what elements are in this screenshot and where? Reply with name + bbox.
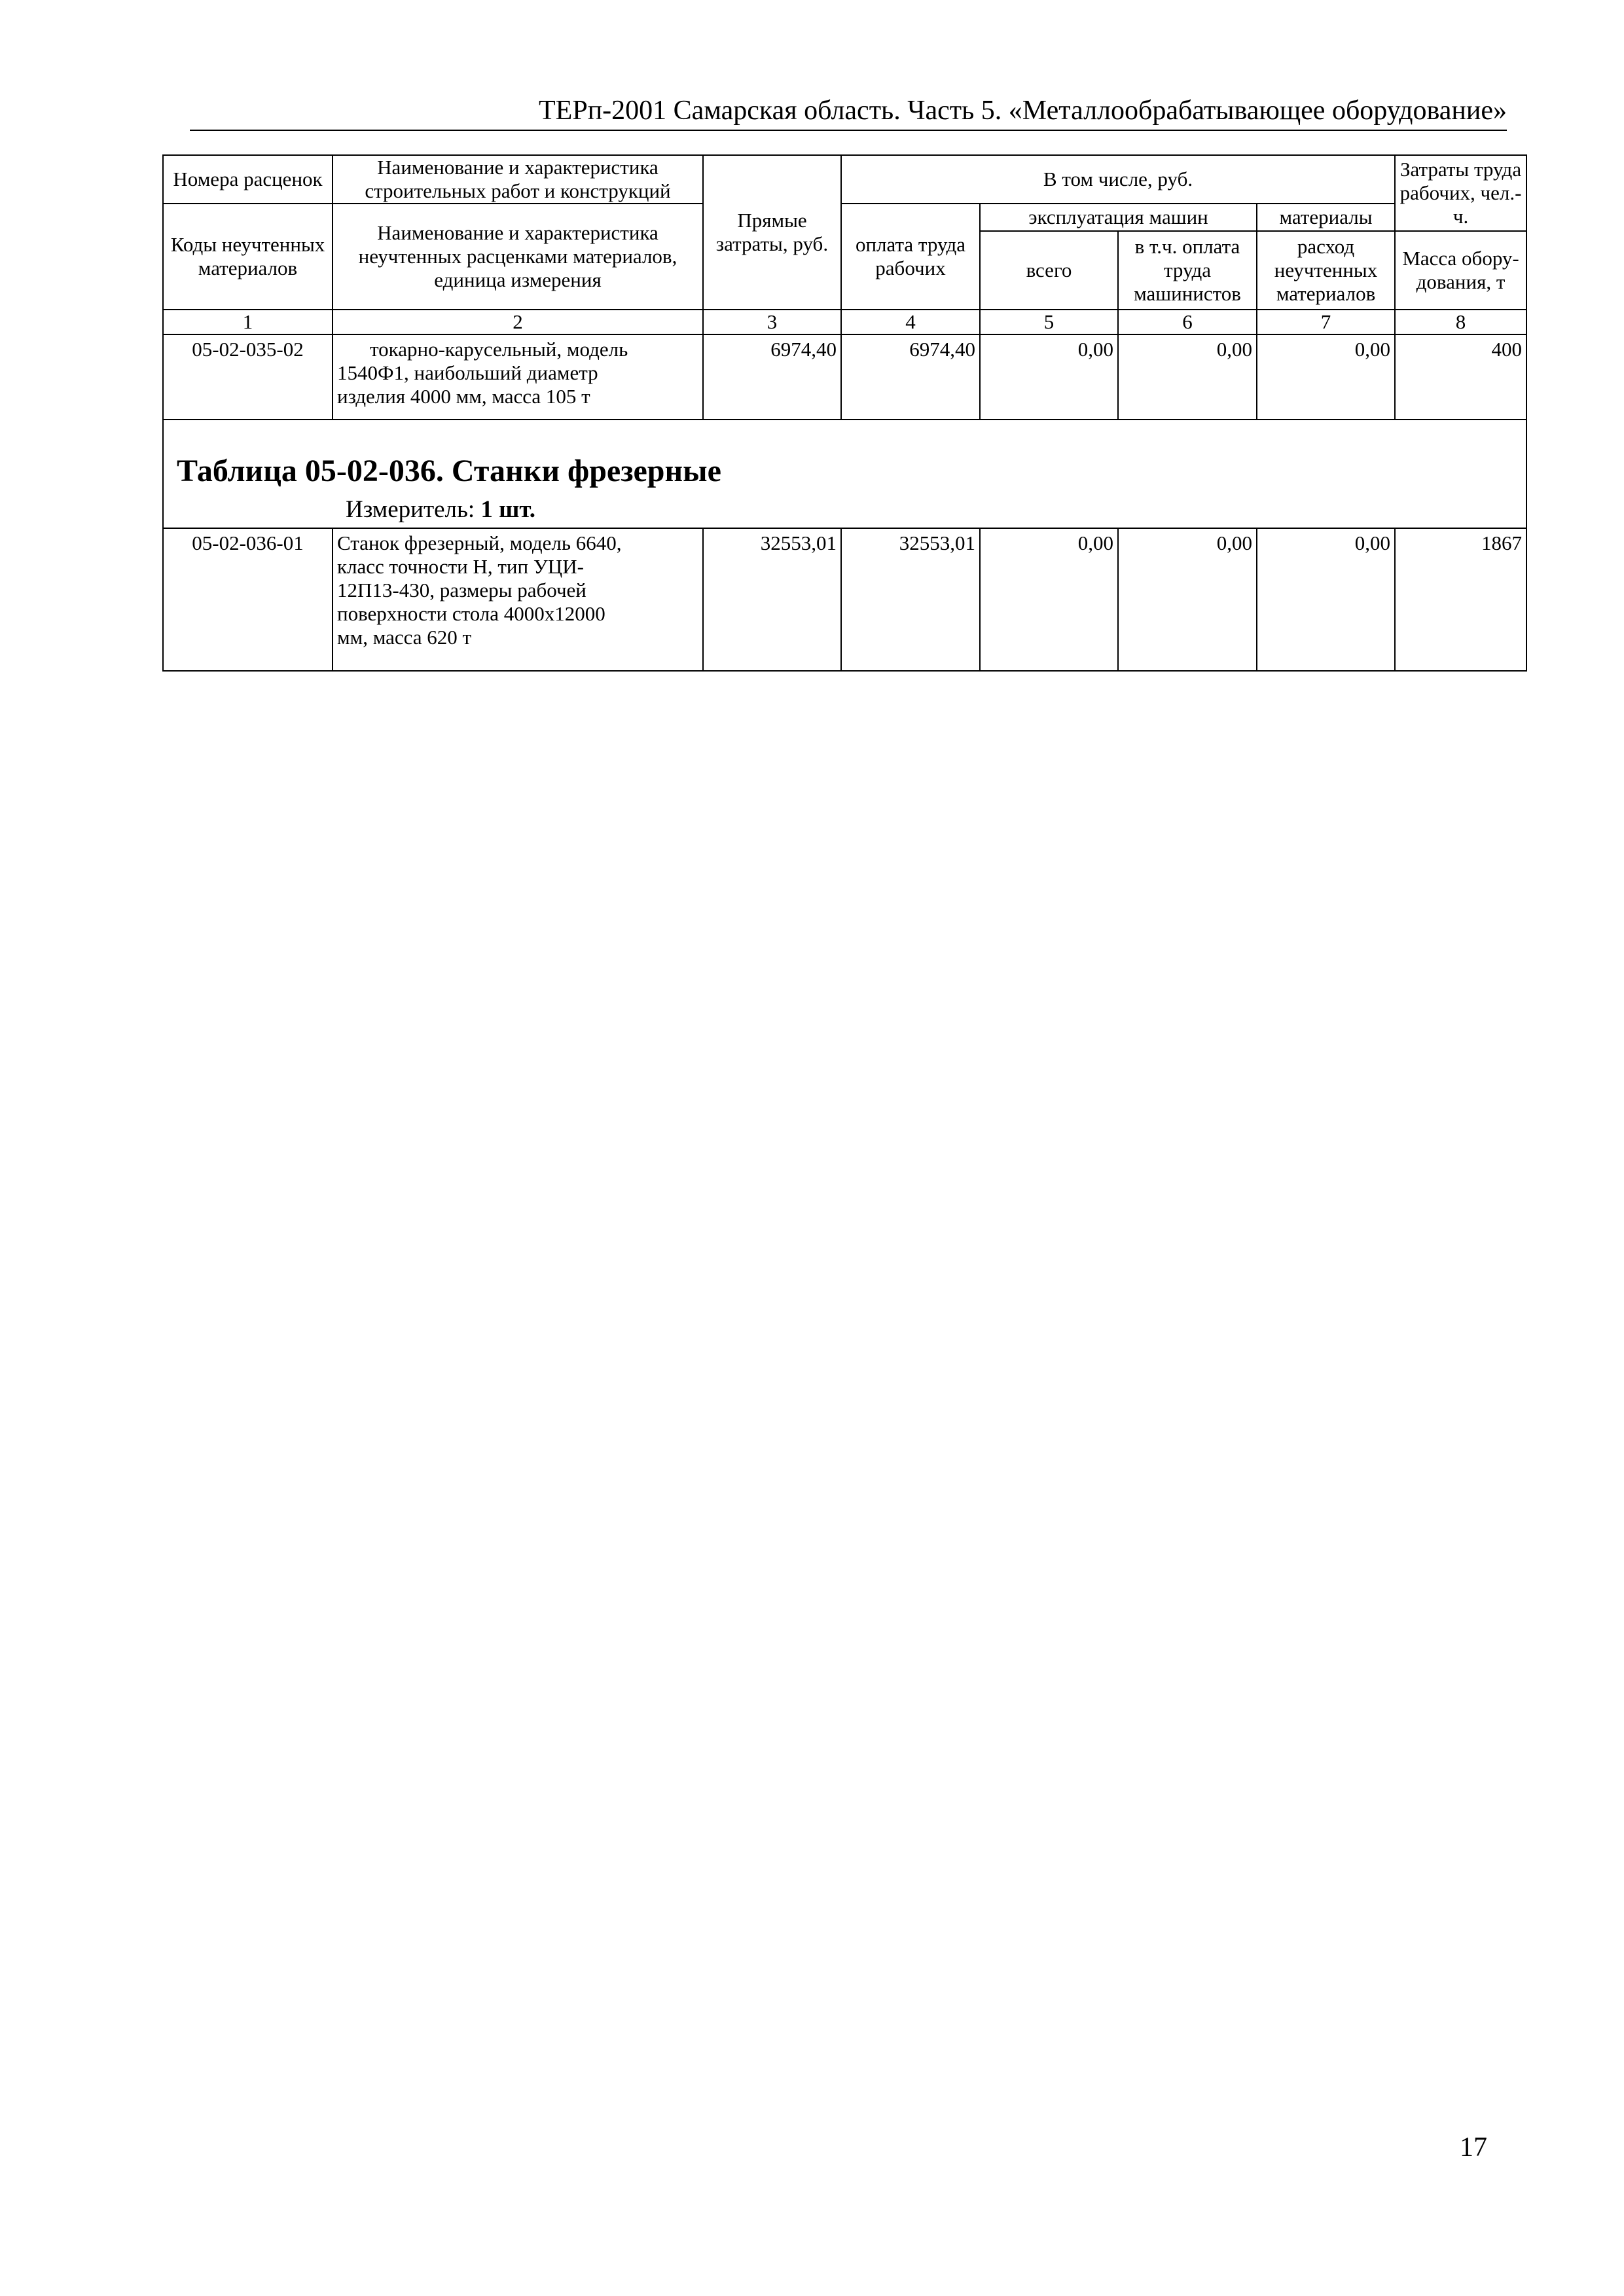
row-name-line: 1540Ф1, наибольший диаметр bbox=[337, 361, 598, 384]
header-direct-costs: Прямые затраты, руб. bbox=[703, 155, 841, 310]
price-table bbox=[162, 154, 1527, 672]
header-labor-hours: Затраты труда рабочих, чел.-ч. bbox=[1395, 155, 1526, 231]
row-name bbox=[333, 334, 703, 420]
section-row bbox=[163, 420, 1526, 528]
row-name-line: токарно-карусельный, модель bbox=[370, 338, 628, 361]
unit-label: Измеритель: bbox=[346, 496, 475, 523]
row-name-line: 12П13-430, размеры рабочей bbox=[337, 579, 586, 601]
section-title: Таблица 05-02-036. Станки фрезерные bbox=[177, 454, 721, 488]
row-name-line: класс точности Н, тип УЦИ- bbox=[337, 555, 584, 578]
header-materials-consumption: расход неучтенных материалов bbox=[1257, 231, 1395, 310]
row-name bbox=[333, 528, 703, 671]
column-number: 1 bbox=[163, 310, 333, 334]
header-equipment-mass: Масса обору-дования, т bbox=[1395, 231, 1526, 310]
column-number: 4 bbox=[841, 310, 980, 334]
header-machines: эксплуатация машин bbox=[980, 204, 1257, 231]
header-labor-wages: оплата труда рабочих bbox=[841, 204, 980, 310]
row-name-line: поверхности стола 4000х12000 bbox=[337, 602, 605, 625]
page-number: 17 bbox=[1460, 2132, 1487, 2162]
column-number: 6 bbox=[1118, 310, 1257, 334]
row-labor-hours: 400 bbox=[1395, 334, 1526, 420]
header-col2-top: Наименование и характеристика строительных работ и конструкций bbox=[333, 155, 703, 204]
column-number: 5 bbox=[980, 310, 1118, 334]
row-name-line: Станок фрезерный, модель 6640, bbox=[337, 531, 622, 554]
running-header: ТЕРп-2001 Самарская область. Часть 5. «Металлообрабатывающее оборудование» bbox=[539, 96, 1507, 126]
header-rule bbox=[190, 130, 1507, 131]
row-name-line: изделия 4000 мм, масса 105 т bbox=[337, 385, 590, 408]
table-row bbox=[163, 528, 1526, 671]
unit-value: 1 шт. bbox=[480, 496, 536, 523]
row-machinist-wages: 0,00 bbox=[1118, 528, 1257, 671]
row-machines-total: 0,00 bbox=[980, 528, 1118, 671]
column-number: 7 bbox=[1257, 310, 1395, 334]
row-labor-hours: 1867 bbox=[1395, 528, 1526, 671]
header-machines-total: всего bbox=[980, 231, 1118, 310]
row-direct-costs: 6974,40 bbox=[703, 334, 841, 420]
row-machines-total: 0,00 bbox=[980, 334, 1118, 420]
header-machinist-wages: в т.ч. оплата труда машинистов bbox=[1118, 231, 1257, 310]
row-materials: 0,00 bbox=[1257, 334, 1395, 420]
header-materials: материалы bbox=[1257, 204, 1395, 231]
row-name-line: мм, масса 620 т bbox=[337, 626, 472, 649]
section-header bbox=[163, 420, 1526, 528]
header-col1-top: Номера расценок bbox=[163, 155, 333, 204]
row-machinist-wages: 0,00 bbox=[1118, 334, 1257, 420]
unit-line bbox=[346, 496, 535, 524]
row-materials: 0,00 bbox=[1257, 528, 1395, 671]
row-code: 05-02-036-01 bbox=[163, 528, 333, 671]
row-labor-wages: 6974,40 bbox=[841, 334, 980, 420]
row-direct-costs: 32553,01 bbox=[703, 528, 841, 671]
row-code: 05-02-035-02 bbox=[163, 334, 333, 420]
header-col1-bottom: Коды неучтенных материалов bbox=[163, 204, 333, 310]
column-number: 8 bbox=[1395, 310, 1526, 334]
column-number: 2 bbox=[333, 310, 703, 334]
table-row bbox=[163, 334, 1526, 420]
row-labor-wages: 32553,01 bbox=[841, 528, 980, 671]
column-number: 3 bbox=[703, 310, 841, 334]
header-col2-bottom: Наименование и характеристика неучтенных расценками материалов, единица измерения bbox=[333, 204, 703, 310]
header-including: В том числе, руб. bbox=[841, 155, 1395, 204]
